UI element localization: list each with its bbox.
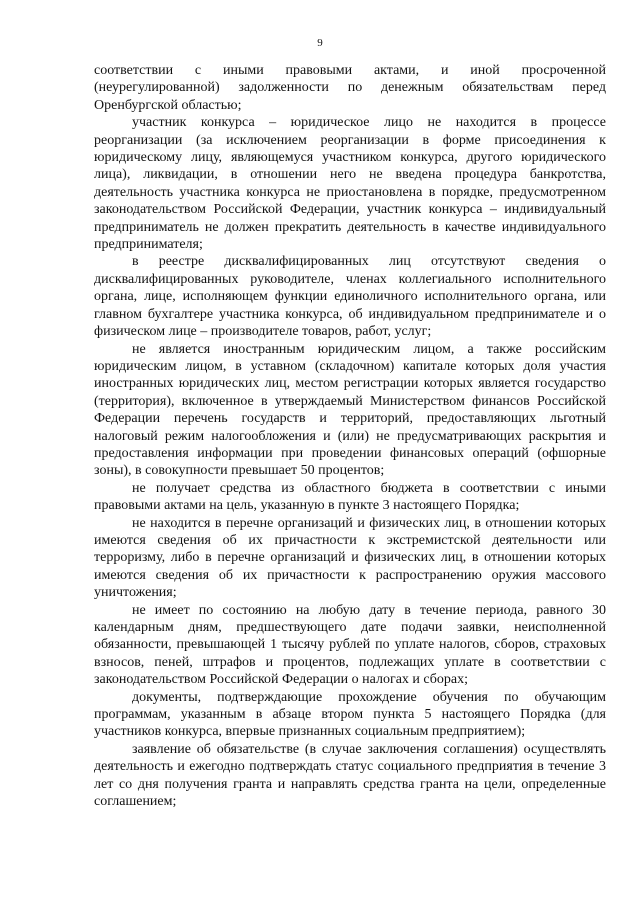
paragraph-not-in-extremism-list: не находится в перечне организаций и физических лиц, в отношении которых имеются сведения об их причастности к экстремистской деятельности или терроризму, либо в перечне организаций и физических лиц, в отношении которых имеются сведения об их причастности к распространению оружия массового уничтожения; [94,515,606,601]
page-number: 9 [317,37,323,49]
document-body [94,62,606,810]
paragraph-no-reorganization: участник конкурса – юридическое лицо не находится в процессе реорганизации (за исключением реорганизации в форме присоединения к юридическому лицу, являющемуся участником конкурса, другого юридического лица), ликвидации, в отношении него не введена процедура банкротства, деятельность участника конкурса не приостановлена в порядке, предусмотренном законодательством Российской Федерации, участник конкурса – индивидуальный предприниматель не должен прекратить деятельность в качестве индивидуального предпринимателя; [94,115,606,253]
paragraph-disqualified-registry: в реестре дисквалифицированных лиц отсутствуют сведения о дисквалифицированных руководителе, членах коллегиального исполнительного органа, лице, исполняющем функции единоличного исполнительного органа, или главном бухгалтере участника конкурса, об индивидуальном предпринимателе и о физическом лице – производителе товаров, работ, услуг; [94,254,606,340]
paragraph-no-other-budget-funds: не получает средства из областного бюджета в соответствии с иными правовыми актами на цель, указанную в пункте 3 настоящего Порядка; [94,480,606,514]
paragraph-training-documents: документы, подтверждающие прохождение обучения по обучающим программам, указанным в абзаце втором пункта 5 настоящего Порядка (для участников конкурса, впервые признанных социальным предприятием); [94,689,606,740]
paragraph-no-tax-debt: не имеет по состоянию на любую дату в течение периода, равного 30 календарным дням, предшествующего дате подачи заявки, неисполненной обязанности, превышающей 1 тысячу рублей по уплате налогов, сборов, страховых взносов, пеней, штрафов и процентов, подлежащих уплате в соответствии с законодательством Российской Федерации о налогах и сборах; [94,602,606,688]
paragraph-continuation: соответствии с иными правовыми актами, и иной просроченной (неурегулированной) задолженности по денежным обязательствам перед Оренбургской областью; [94,63,606,113]
paragraph-not-foreign-entity: не является иностранным юридическим лицом, а также российским юридическим лицом, в уставном (складочном) капитале которых доля участия иностранных юридических лиц, местом регистрации которых является государство (территория), включенное в утверждаемый Министерством финансов Российской Федерации перечень государств и территорий, предоставляющих льготный налоговый режим налогообложения и (или) не предусматривающих раскрытия и предоставления информации при проведении финансовых операций (офшорные зоны), в совокупности превышает 50 процентов; [94,341,606,479]
paragraph-obligation-statement: заявление об обязательстве (в случае заключения соглашения) осуществлять деятельность и ежегодно подтверждать статус социального предприятия в течение 3 лет со дня получения гранта и направлять средства гранта на цели, определенные соглашением; [94,741,606,810]
